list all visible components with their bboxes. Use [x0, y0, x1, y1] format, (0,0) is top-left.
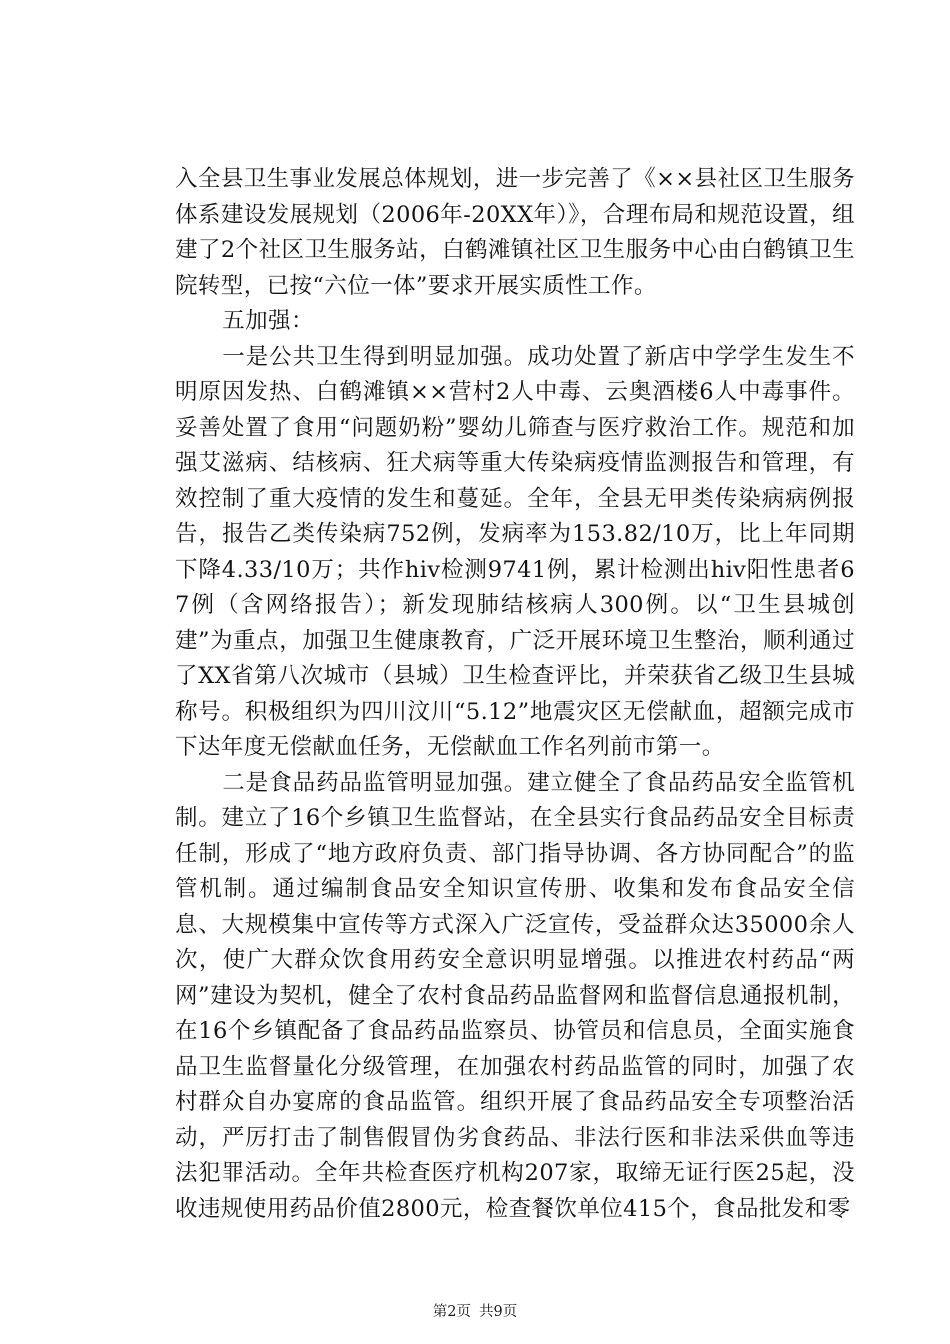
page-footer — [0, 1300, 950, 1321]
page-number: 第2页 — [432, 1304, 471, 1320]
paragraph-continuation: 入全县卫生事业发展总体规划，进一步完善了《××县社区卫生服务体系建设发展规划（2006年-20XX年）》，合理布局和规范设置，组建了2个社区卫生服务站，白鹤滩镇社区卫生服务中心由白鹤镇卫生院转型，已按“六位一体”要求开展实质性工作。 — [175, 166, 855, 299]
section-heading: 五加强： — [222, 308, 314, 334]
paragraph-public-health: 一是公共卫生得到明显加强。成功处置了新店中学学生发生不明原因发热、白鹤滩镇××营村2人中毒、云奥酒楼6人中毒事件。妥善处置了食用“问题奶粉”婴幼儿筛查与医疗救治工作。规范和加强艾滋病、结核病、狂犬病等重大传染病疫情监测报告和管理，有效控制了重大疫情的发生和蔓延。全年，全县无甲类传染病病例报告，报告乙类传染病752例，发病率为153.82/10万，比上年同期下降4.33/10万；共作hiv检测9741例，累计检测出hiv阳性患者67例（含网络报告）；新发现肺结核病人300例。以“卫生县城创建”为重点，加强卫生健康教育，广泛开展环境卫生整治，顺利通过了XX省第八次城市（县城）卫生检查评比，并荣获省乙级卫生县城称号。积极组织为四川汶川“5.12”地震灾区无偿献血，超额完成市下达年度无偿献血任务，无偿献血工作名列前市第一。 — [175, 343, 855, 760]
paragraph-food-drug-supervision: 二是食品药品监管明显加强。建立健全了食品药品安全监管机制。建立了16个乡镇卫生监督站，在全县实行食品药品安全目标责任制，形成了“地方政府负责、部门指导协调、各方协同配合”的监管机制。通过编制食品安全知识宣传册、收集和发布食品安全信息、大规模集中宣传等方式深入广泛宣传，受益群众达35000余人次，使广大群众饮食用药安全意识明显增强。以推进农村药品“两网”建设为契机，健全了农村食品药品监督网和监督信息通报机制，在16个乡镇配备了食品药品监察员、协管员和信息员，全面实施食品卫生监督量化分级管理，在加强农村药品监管的同时，加强了农村群众自办宴席的食品监管。组织开展了食品药品安全专项整治活动，严厉打击了制售假冒伪劣食药品、非法行医和非法采供血等违法犯罪活动。全年共检查医疗机构207家，取缔无证行医25起，没收违规使用药品价值2800元，检查餐饮单位415个，食品批发和零 — [175, 769, 855, 1222]
page-total: 共9页 — [479, 1304, 518, 1320]
document-body — [175, 162, 855, 1227]
